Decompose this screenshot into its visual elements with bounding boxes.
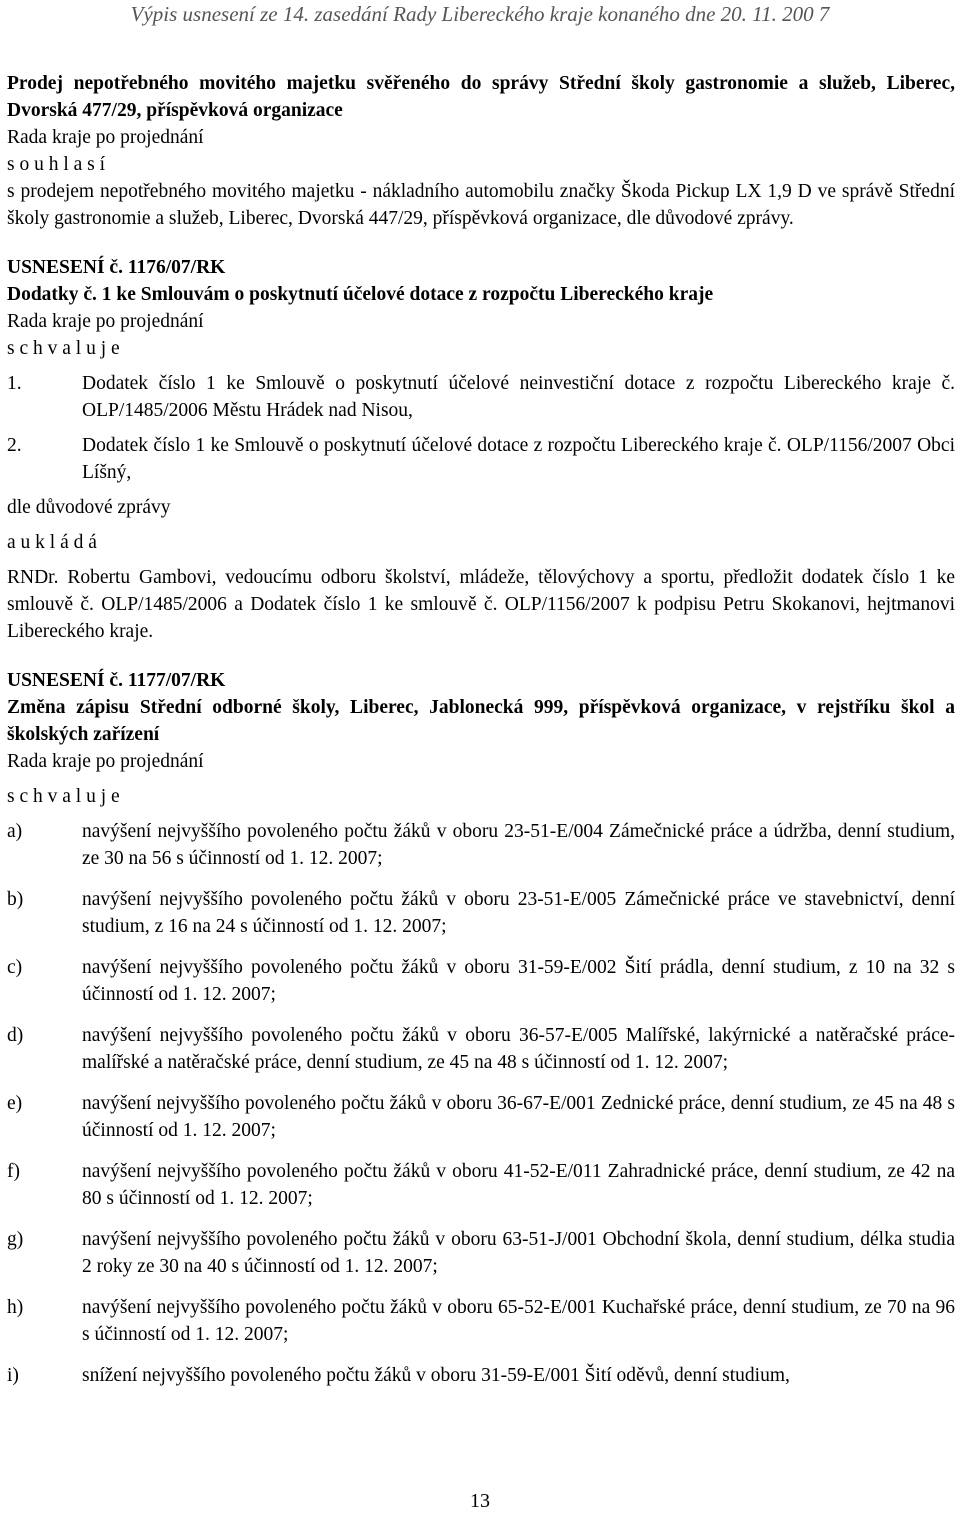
list-item-text: Dodatek číslo 1 ke Smlouvě o poskytnutí účelové dotace z rozpočtu Libereckého kraje č. OLP/1156/2007 Obci Líšný, <box>82 435 955 483</box>
section-title-dodatky: Dodatky č. 1 ke Smlouvám o poskytnutí účelové dotace z rozpočtu Libereckého kraje <box>7 284 714 305</box>
list-item <box>7 1294 955 1348</box>
list-item-text: navýšení nejvyššího povoleného počtu žáků v oboru 31-59-E/002 Šití prádla, denní studium, z 10 na 32 s účinností od 1. 12. 2007; <box>82 957 955 1005</box>
resolution-verb: s c h v a l u j e <box>7 786 120 807</box>
list-item-letter: h) <box>7 1297 24 1318</box>
resolution-verb: s c h v a l u j e <box>7 338 120 359</box>
resolution-verb: s o u h l a s í <box>7 154 106 175</box>
list-item-text: navýšení nejvyššího povoleného počtu žáků v oboru 41-52-E/011 Zahradnické práce, denní studium, ze 42 na 80 s účinností od 1. 12. 2007; <box>82 1161 955 1209</box>
list-item-text: navýšení nejvyššího povoleného počtu žáků v oboru 23-51-E/005 Zámečnické práce ve stavebnictví, denní studium, z 16 na 24 s účinností od 1. 12. 2007; <box>82 889 955 937</box>
rada-label: Rada kraje po projednání <box>7 751 204 772</box>
list-item <box>7 1090 955 1144</box>
list-item <box>7 432 955 486</box>
list-item-letter: f) <box>7 1161 20 1182</box>
page-number: 13 <box>470 1490 490 1512</box>
dle-zpravy: dle důvodové zprávy <box>7 497 171 518</box>
rada-label: Rada kraje po projednání <box>7 311 204 332</box>
list-item-text: navýšení nejvyššího povoleného počtu žáků v oboru 36-67-E/001 Zednické práce, denní studium, ze 45 na 48 s účinností od 1. 12. 2007; <box>82 1093 955 1141</box>
resolution-verb: a u k l á d á <box>7 532 97 553</box>
list-item-letter: i) <box>7 1365 19 1386</box>
list-item-text: navýšení nejvyššího povoleného počtu žáků v oboru 36-57-E/005 Malířské, lakýrnické a natěračské práce-malířské a natěračské práce, denní studium, ze 45 na 48 s účinností od 1. 12. 2007; <box>82 1025 955 1073</box>
rada-label: Rada kraje po projednání <box>7 127 204 148</box>
list-item-text: snížení nejvyššího povoleného počtu žáků v oboru 31-59-E/001 Šití oděvů, denní studium, <box>82 1365 790 1386</box>
list-item <box>7 1362 955 1389</box>
list-item <box>7 954 955 1008</box>
list-item-text: navýšení nejvyššího povoleného počtu žáků v oboru 63-51-J/001 Obchodní škola, denní studium, délka studia 2 roky ze 30 na 40 s účinností od 1. 12. 2007; <box>82 1229 955 1277</box>
list-item-number: 2. <box>7 435 22 456</box>
list-item-letter: d) <box>7 1025 24 1046</box>
list-item <box>7 1226 955 1280</box>
list-item-letter: a) <box>7 821 23 842</box>
list-item-text: navýšení nejvyššího povoleného počtu žáků v oboru 23-51-E/004 Zámečnické práce a údržba, denní studium, ze 30 na 56 s účinností od 1. 12. 2007; <box>82 821 955 869</box>
list-item-text: navýšení nejvyššího povoleného počtu žáků v oboru 65-52-E/001 Kuchařské práce, denní studium, ze 70 na 96 s účinností od 1. 12. 2007; <box>82 1297 955 1345</box>
resolution-text: s prodejem nepotřebného movitého majetku - nákladního automobilu značky Škoda Pickup LX 1,9 D ve správě Střední školy gastronomie a služeb, Liberec, Dvorská 447/29, příspěvková organizace, dle důvodové zprávy. <box>7 181 955 229</box>
section-title-zmena: Změna zápisu Střední odborné školy, Liberec, Jablonecká 999, příspěvková organizace, v rejstříku škol a školských zařízení <box>7 697 955 745</box>
page-header: Výpis usnesení ze 14. zasedání Rady Libereckého kraje konaného dne 20. 11. 200 7 <box>130 2 830 26</box>
list-item-letter: b) <box>7 889 24 910</box>
list-item <box>7 370 955 424</box>
usneseni-number: USNESENÍ č. 1176/07/RK <box>7 257 226 278</box>
list-item-letter: c) <box>7 957 23 978</box>
section-title-prodej: Prodej nepotřebného movitého majetku svěřeného do správy Střední školy gastronomie a služeb, Liberec, Dvorská 477/29, příspěvková organizace <box>7 73 955 121</box>
list-item-text: Dodatek číslo 1 ke Smlouvě o poskytnutí účelové neinvestiční dotace z rozpočtu Libereckého kraje č. OLP/1485/2006 Městu Hrádek nad Nisou, <box>82 373 955 421</box>
task-text: RNDr. Robertu Gambovi, vedoucímu odboru školství, mládeže, tělovýchovy a sportu, předložit dodatek číslo 1 ke smlouvě č. OLP/1485/2006 a Dodatek číslo 1 ke smlouvě č. OLP/1156/2007 k podpisu Petru Skokanovi, hejtmanovi Libereckého kraje. <box>7 567 955 642</box>
usneseni-number: USNESENÍ č. 1177/07/RK <box>7 670 226 691</box>
list-item-number: 1. <box>7 373 22 394</box>
list-item-letter: e) <box>7 1093 23 1114</box>
list-item <box>7 886 955 940</box>
document-body <box>7 70 955 1389</box>
list-item-letter: g) <box>7 1229 24 1250</box>
list-item <box>7 1158 955 1212</box>
list-item <box>7 1022 955 1076</box>
list-item <box>7 818 955 872</box>
